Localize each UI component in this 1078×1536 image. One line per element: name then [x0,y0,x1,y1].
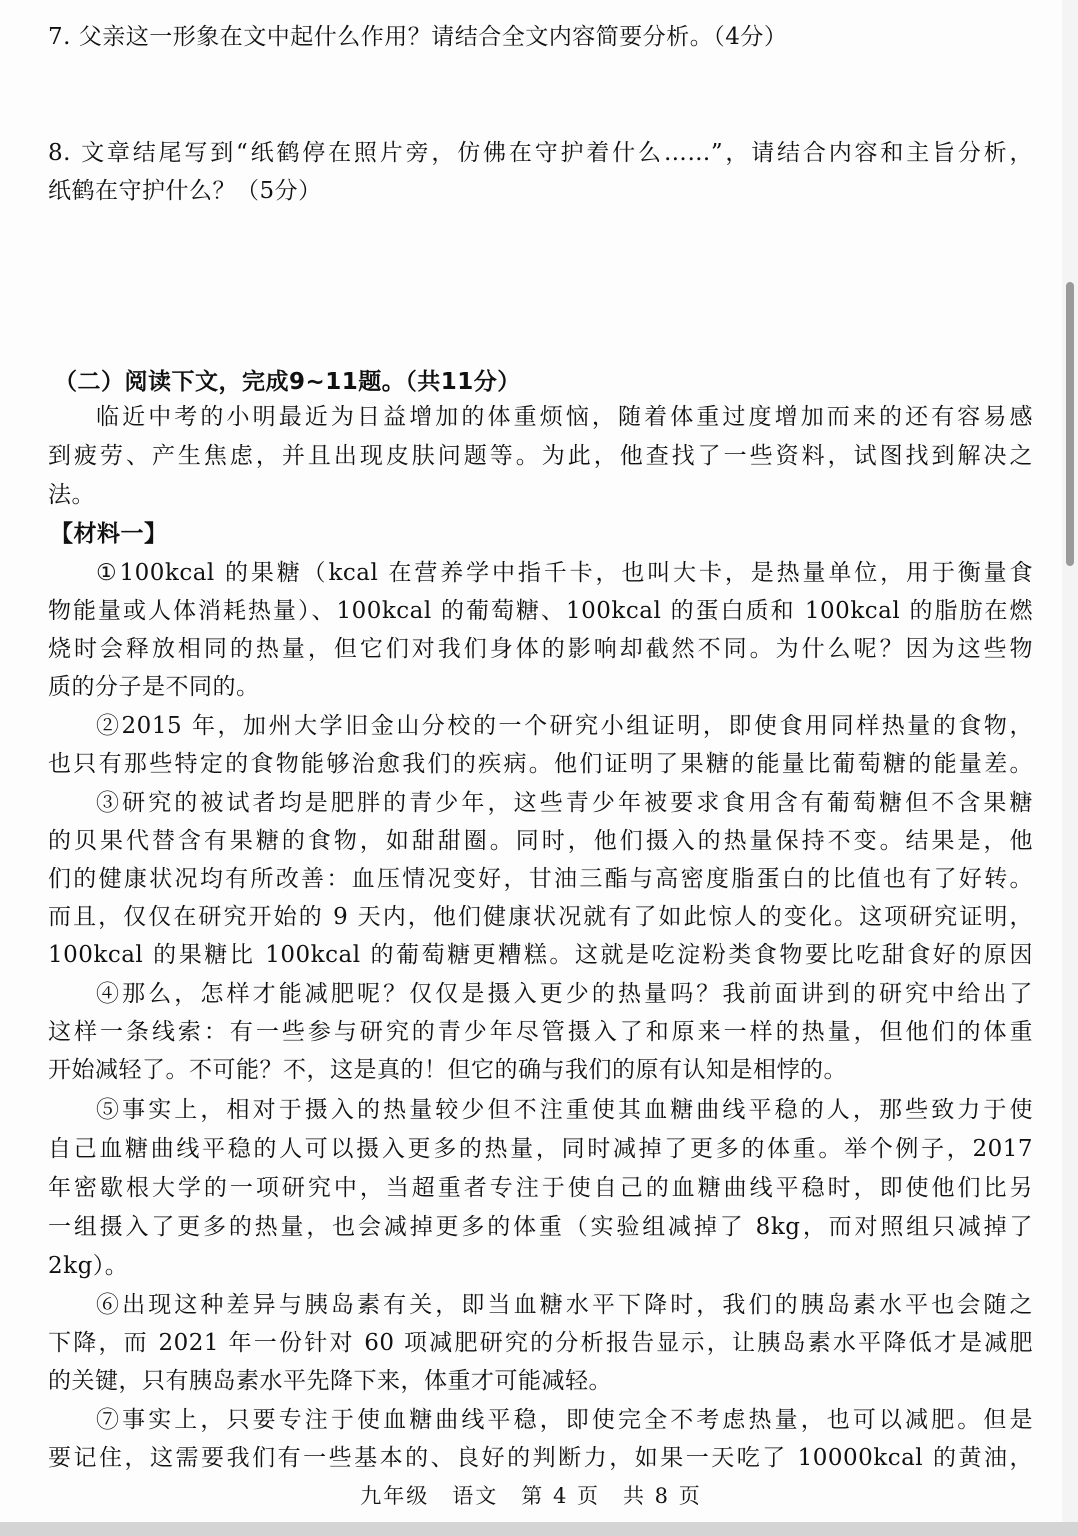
paragraph-4-line: 这样一条线索：有一些参与研究的青少年尽管摄入了和原来一样的热量，但他们的体重 [48,1019,1033,1045]
paragraph-6-line: 下降，而 2021 年一份针对 60 项减肥研究的分析报告显示，让胰岛素水平降低才是减肥 [48,1330,1033,1356]
paragraph-5-line: ⑤事实上，相对于摄入的热量较少但不注重使其血糖曲线平稳的人，那些致力于使 [96,1097,1033,1123]
section-title: （二）阅读下文，完成9~11题。（共11分） [54,369,521,395]
paragraph-3-line: 而且，仅仅在研究开始的 9 天内，他们健康状况就有了如此惊人的变化。这项研究证明， [48,904,1033,930]
paragraph-1-line: ①100kcal 的果糖（kcal 在营养学中指千卡，也叫大卡，是热量单位，用于衡量食 [96,560,1033,586]
paragraph-6-line: 的关键，只有胰岛素水平先降下来，体重才可能减轻。 [48,1368,612,1394]
paragraph-5-line: 年密歇根大学的一项研究中，当超重者专注于使自己的血糖曲线平稳时，即使他们比另 [48,1175,1033,1201]
bottom-edge [0,1522,1078,1536]
paragraph-1-line: 物能量或人体消耗热量）、100kcal 的葡萄糖、100kcal 的蛋白质和 100kcal 的脂肪在燃 [48,598,1033,624]
paragraph-7-line: ⑦事实上，只要专注于使血糖曲线平稳，即使完全不考虑热量，也可以减肥。但是 [96,1407,1033,1433]
paragraph-7-line: 要记住，这需要我们有一些基本的、良好的判断力，如果一天吃了 10000kcal 的黄油， [48,1445,1033,1471]
page-footer: 九年级 语文 第 4 页 共 8 页 [360,1484,702,1508]
paragraph-6-line: ⑥出现这种差异与胰岛素有关，即当血糖水平下降时，我们的胰岛素水平也会随之 [96,1292,1033,1318]
scrollbar-thumb[interactable] [1066,282,1074,566]
paragraph-3-line: ③研究的被试者均是肥胖的青少年，这些青少年被要求食用含有葡萄糖但不含果糖 [96,790,1033,816]
paragraph-5-line: 自己血糖曲线平稳的人可以摄入更多的热量，同时减掉了更多的体重。举个例子，2017 [48,1136,1033,1162]
paragraph-3-line: 100kcal 的果糖比 100kcal 的葡萄糖更糟糕。这就是吃淀粉类食物要比吃甜食好的原因 [48,942,1033,968]
intro-line: 临近中考的小明最近为日益增加的体重烦恼，随着体重过度增加而来的还有容易感 [96,404,1033,430]
paragraph-3-line: 们的健康状况均有所改善：血压情况变好，甘油三酯与高密度脂蛋白的比值也有了好转。 [48,866,1033,892]
paragraph-4-line: ④那么，怎样才能减肥呢？仅仅是摄入更少的热量吗？我前面讲到的研究中给出了 [96,981,1033,1007]
paragraph-3-line: 的贝果代替含有果糖的食物，如甜甜圈。同时，他们摄入的热量保持不变。结果是，他 [48,828,1033,854]
paragraph-2-line: 也只有那些特定的食物能够治愈我们的疾病。他们证明了果糖的能量比葡萄糖的能量差。 [48,751,1033,777]
question-8-line-1: 8. 文章结尾写到“纸鹤停在照片旁，仿佛在守护着什么……”，请结合内容和主旨分析， [48,140,1033,166]
vertical-scrollbar[interactable] [1062,0,1078,1522]
material-title: 【材料一】 [50,521,168,547]
paragraph-1-line: 烧时会释放相同的热量，但它们对我们身体的影响却截然不同。为什么呢？因为这些物 [48,636,1033,662]
paragraph-2-line: ②2015 年，加州大学旧金山分校的一个研究小组证明，即使食用同样热量的食物， [96,713,1033,739]
paragraph-5-line: 一组摄入了更多的热量，也会减掉更多的体重（实验组减掉了 8kg，而对照组只减掉了 [48,1214,1033,1240]
question-7: 7. 父亲这一形象在文中起什么作用？请结合全文内容简要分析。（4分） [48,24,788,50]
paragraph-4-line: 开始减轻了。不可能？不，这是真的！但它的确与我们的原有认知是相悖的。 [48,1057,847,1083]
intro-line: 法。 [48,482,95,508]
paragraph-5-line: 2kg）。 [48,1253,129,1279]
paragraph-1-line: 质的分子是不同的。 [48,674,260,700]
intro-line: 到疲劳、产生焦虑，并且出现皮肤问题等。为此，他查找了一些资料，试图找到解决之 [48,443,1033,469]
question-8-line-2: 纸鹤在守护什么？（5分） [48,178,322,204]
